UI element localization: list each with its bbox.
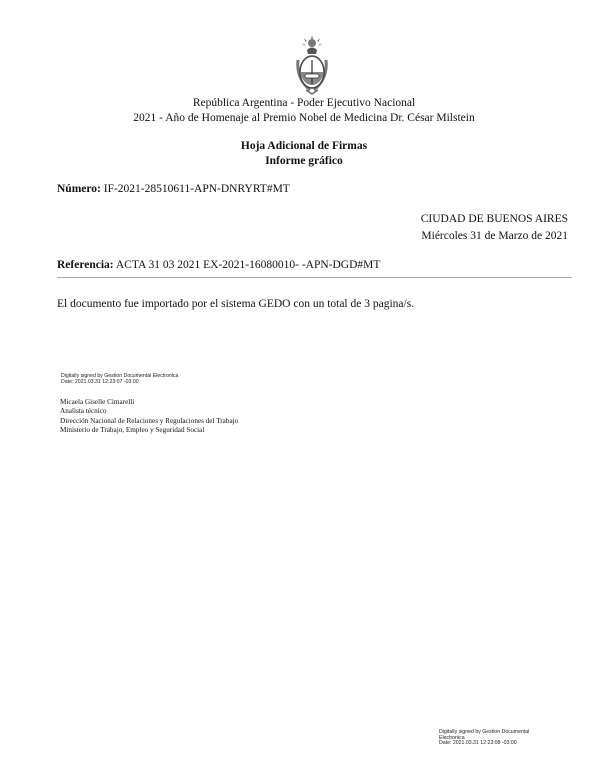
divider xyxy=(57,277,572,278)
digital-signature-stamp xyxy=(61,374,178,385)
signer-block xyxy=(60,398,238,436)
signer-role: Analista técnico xyxy=(60,407,107,416)
digital-signature-stamp-footer xyxy=(439,730,549,747)
signature-stamp-line: Digitally signed by Gestion Documental Electronica xyxy=(61,373,179,379)
signer-ministry: Ministerio de Trabajo, Empleo y Seguridad Social xyxy=(60,426,205,435)
signature-stamp-line: Electronica xyxy=(439,734,465,741)
referencia-label: Referencia: xyxy=(57,259,114,271)
reference xyxy=(57,259,380,271)
signature-stamp-date: Date: 2021.03.31 12:23:07 -03:00 xyxy=(61,378,139,385)
signer-name: Micaela Giselle Cimarelli xyxy=(60,398,135,406)
document-title: Hoja Adicional de Firmas xyxy=(240,140,368,152)
header-line-2: 2021 - Año de Homenaje al Premio Nobel de Medicina Dr. César Milstein xyxy=(133,112,475,124)
document-number xyxy=(57,183,290,195)
body-text: El documento fue importado por el sistema GEDO con un total de 3 pagina/s. xyxy=(57,298,415,310)
coat-of-arms-icon xyxy=(288,34,336,96)
numero-value: IF-2021-28510611-APN-DNRYRT#MT xyxy=(103,183,290,195)
referencia-value: ACTA 31 03 2021 EX-2021-16080010- -APN-DGD#MT xyxy=(115,259,381,271)
header-line-1: República Argentina - Poder Ejecutivo Nacional xyxy=(192,97,416,109)
document-date: Miércoles 31 de Marzo de 2021 xyxy=(421,230,568,242)
document-subtitle: Informe gráfico xyxy=(265,155,343,167)
city: CIUDAD DE BUENOS AIRES xyxy=(420,213,568,225)
signature-stamp-date: Date: 2021.03.31 12:23:08 -03:00 xyxy=(439,740,517,747)
signer-department: Dirección Nacional de Relaciones y Regulaciones del Trabajo xyxy=(60,416,239,425)
signature-stamp-line: Digitally signed by Gestion Documental xyxy=(439,729,530,735)
numero-label: Número: xyxy=(57,183,101,195)
